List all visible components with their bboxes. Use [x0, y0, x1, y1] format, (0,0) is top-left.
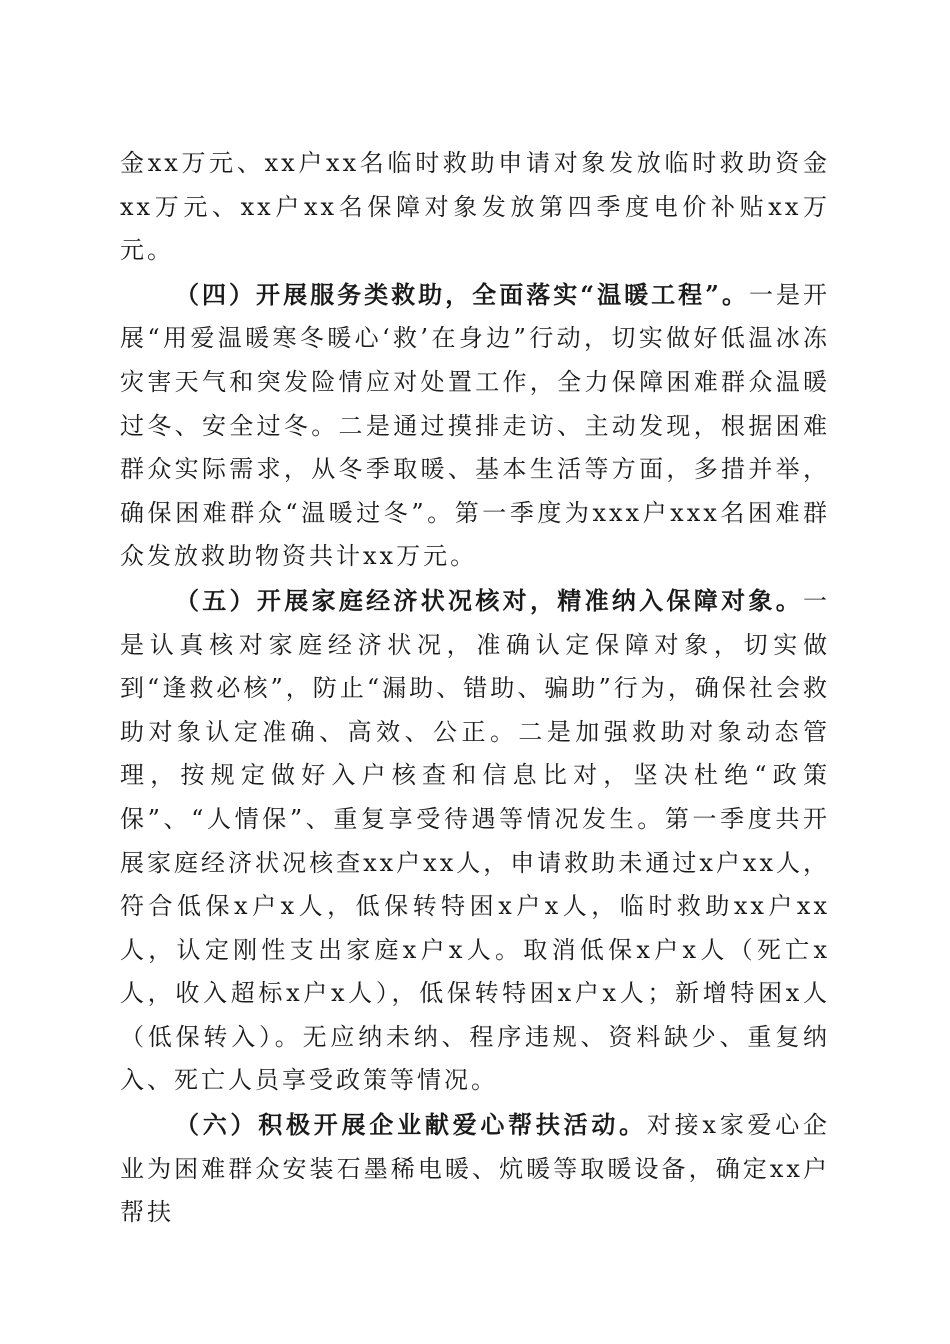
- paragraph-body: 一是认真核对家庭经济状况，准确认定保障对象，切实做到“逢救必核”，防止“漏助、错助、骗助”行为，确保社会救助对象认定准确、高效、公正。二是加强救助对象动态管理，按规定做好入户核查和信息比对，坚决杜绝“政策保”、“人情保”、重复享受待遇等情况发生。第一季度共开展家庭经济状况核查xx户xx人，申请救助未通过x户xx人，符合低保x户x人，低保转特困x户x人，临时救助xx户xx人，认定刚性支出家庭x户x人。取消低保x户x人（死亡x人，收入超标x户x人），低保转特困x户x人；新增特困x人（低保转入）。无应纳未纳、程序违规、资料缺少、重复纳入、死亡人员享受政策等情况。: [120, 586, 830, 1095]
- section-heading: （四）开展服务类救助，全面落实“温暖工程”。: [175, 279, 749, 309]
- section-heading: （六）积极开展企业献爱心帮扶活动。: [175, 1110, 647, 1140]
- paragraph-section-5: [120, 579, 830, 1103]
- document-page: [120, 142, 830, 1235]
- section-heading: （五）开展家庭经济状况核对，精准纳入保障对象。: [175, 585, 803, 615]
- paragraph-body: 一是开展“用爱温暖寒冬暖心‘救’在身边”行动，切实做好低温冰冻灾害天气和突发险情应对处置工作，全力保障困难群众温暖过冬、安全过冬。二是通过摸排走访、主动发现，根据困难群众实际需求，从冬季取暖、基本生活等方面，多措并举，确保困难群众“温暖过冬”。第一季度为xxx户xxx名困难群众发放救助物资共计xx万元。: [120, 280, 831, 571]
- paragraph-section-6: [120, 1103, 830, 1235]
- paragraph-body: 对接x家爱心企业为困难群众安装石墨稀电暖、炕暖等取暖设备，确定xx户帮扶: [120, 1111, 830, 1227]
- paragraph-body: 金xx万元、xx户xx名临时救助申请对象发放临时救助资金xx万元、xx户xx名保障对象发放第四季度电价补贴xx万元。: [120, 149, 830, 265]
- paragraph-continuation: [120, 142, 830, 273]
- paragraph-section-4: [120, 273, 830, 579]
